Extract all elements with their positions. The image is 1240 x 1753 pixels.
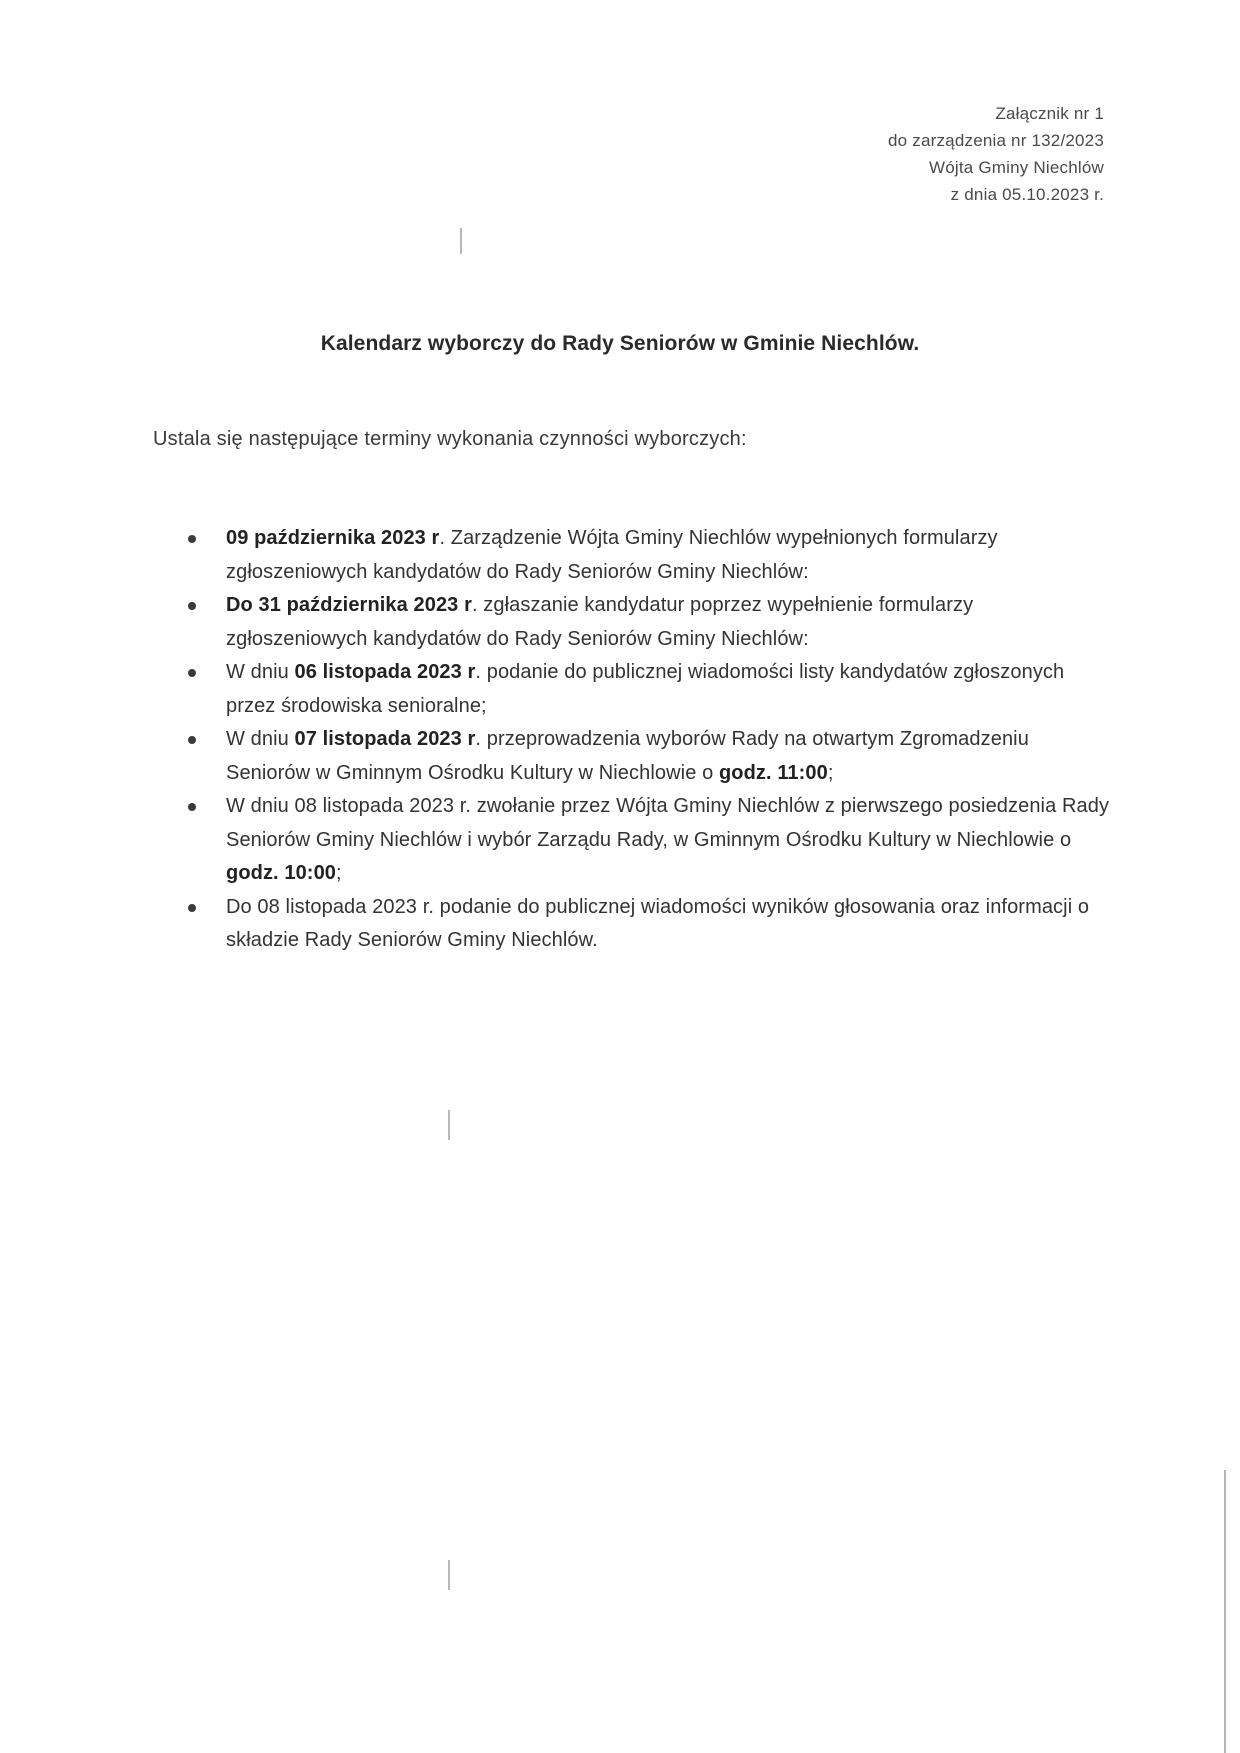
scan-artifact bbox=[448, 1110, 450, 1140]
bullet-icon bbox=[188, 535, 196, 543]
item-date: Do 31 października 2023 r bbox=[226, 594, 472, 616]
scan-artifact bbox=[460, 228, 462, 254]
attachment-note bbox=[888, 100, 1104, 208]
item-text: . przeprowadzenia wyborów Rady na otwartym Zgromadzeniu Seniorów w Gminnym Ośrodku Kultury w Niechlowie o bbox=[226, 728, 1029, 784]
bullet-icon bbox=[188, 736, 196, 744]
schedule-list bbox=[186, 522, 1116, 958]
item-post: ; bbox=[827, 761, 834, 784]
item-text: . Zarządzenie Wójta Gminy Niechlów wypełnionych formularzy zgłoszeniowych kandydatów do Rady Seniorów Gminy Niechlów: bbox=[226, 527, 998, 583]
item-time: godz. 11:00 bbox=[718, 761, 828, 784]
item-pre: Do 08 listopada 2023 r. podanie do publicznej wiadomości wyników głosowania oraz informacji o składzie Rady Seniorów Gminy Niechlów. bbox=[226, 895, 1090, 951]
list-item bbox=[186, 589, 1116, 656]
scan-artifact bbox=[448, 1560, 450, 1590]
intro-text: Ustala się następujące terminy wykonania czynności wyborczych: bbox=[153, 428, 747, 450]
item-time: godz. 10:00 bbox=[226, 862, 337, 884]
attachment-line-2: do zarządzenia nr 132/2023 bbox=[888, 131, 1104, 150]
item-text: . zgłaszanie kandydatur poprzez wypełnienie formularzy zgłoszeniowych kandydatów do Rady Seniorów Gminy Niechlów: bbox=[226, 594, 974, 650]
item-date: 09 października 2023 r bbox=[226, 527, 440, 549]
list-item bbox=[186, 723, 1116, 790]
list-item bbox=[186, 790, 1116, 891]
list-item bbox=[186, 891, 1116, 958]
bullet-icon bbox=[188, 803, 196, 811]
document-title: Kalendarz wyborczy do Rady Seniorów w Gminie Niechlów. bbox=[320, 332, 920, 355]
bullet-icon bbox=[188, 669, 196, 677]
item-date: 07 listopada 2023 r bbox=[294, 728, 476, 750]
list-item bbox=[186, 522, 1116, 589]
list-item bbox=[186, 656, 1116, 723]
item-pre: W dniu bbox=[226, 661, 295, 683]
item-text: . podanie do publicznej wiadomości listy kandydatów zgłoszonych przez środowiska senioralne; bbox=[226, 661, 1065, 717]
item-pre: W dniu 08 listopada 2023 r. zwołanie przez Wójta Gminy Niechlów z pierwszego posiedzenia Rady Seniorów Gminy Niechlów i wybór Zarządu Rady, w Gminnym Ośrodku Kultury w Niechlowie o bbox=[226, 795, 1110, 851]
bullet-icon bbox=[188, 602, 196, 610]
bullet-icon bbox=[188, 904, 196, 912]
item-pre: W dniu bbox=[226, 728, 295, 750]
attachment-line-1: Załącznik nr 1 bbox=[995, 104, 1104, 123]
attachment-line-4: z dnia 05.10.2023 r. bbox=[950, 185, 1104, 204]
scan-edge-line bbox=[1224, 1470, 1226, 1753]
item-date: 06 listopada 2023 r bbox=[294, 661, 476, 683]
item-post: ; bbox=[336, 862, 342, 884]
attachment-line-3: Wójta Gminy Niechlów bbox=[929, 158, 1104, 177]
